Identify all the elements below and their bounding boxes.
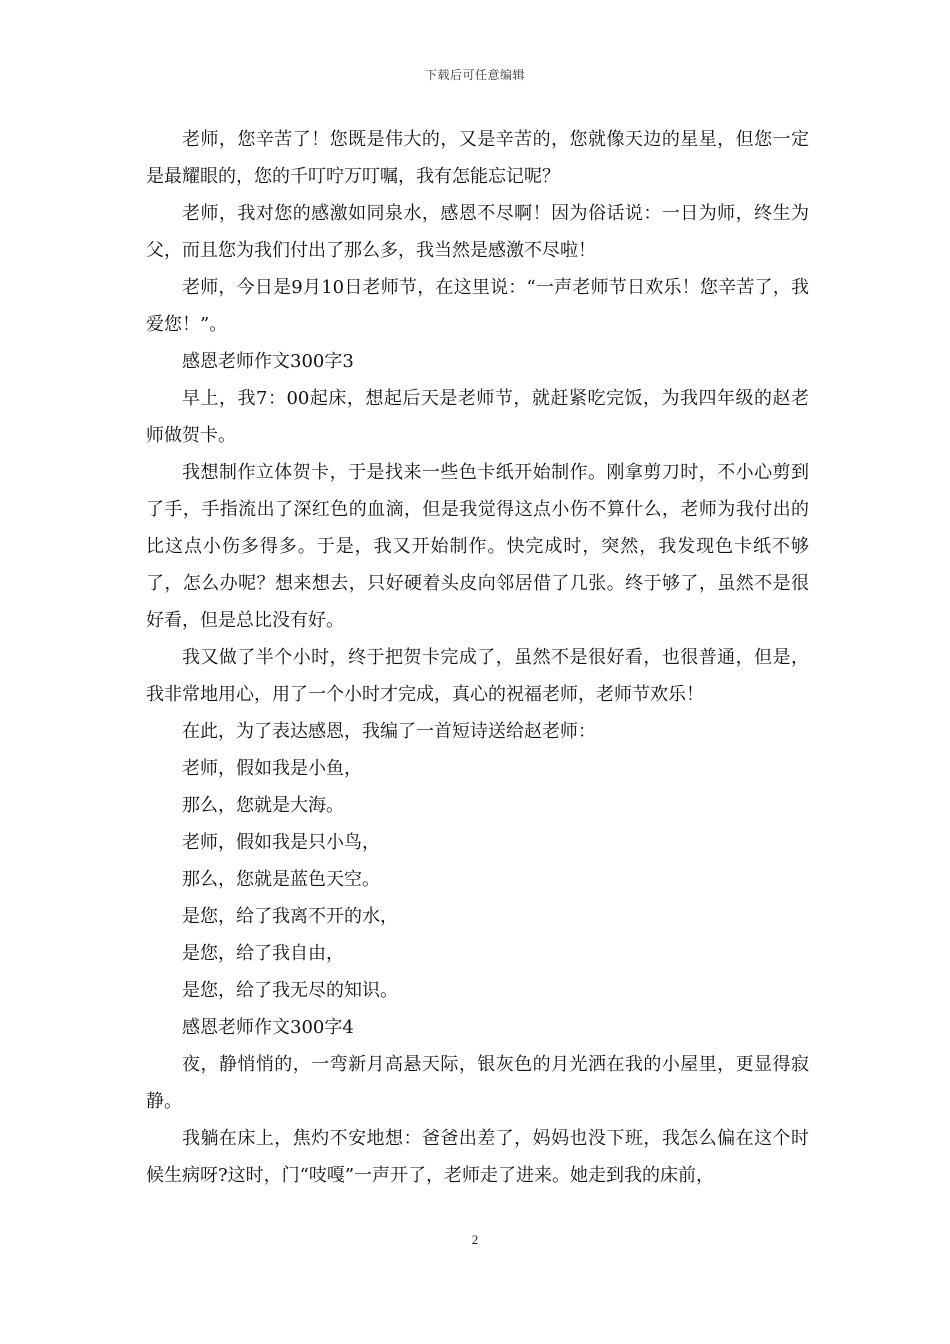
paragraph: 夜，静悄悄的，一弯新月高悬天际，银灰色的月光洒在我的小屋里，更显得寂静。 [146, 1054, 809, 1112]
paragraph: 我躺在床上，焦灼不安地想：爸爸出差了，妈妈也没下班，我怎么偏在这个时候生病呀?这时，门“吱嘎”一声开了，老师走了进来。她走到我的床前， [146, 1128, 809, 1186]
poem-line: 那么，您就是蓝色天空。 [182, 869, 380, 890]
poem-line: 老师，假如我是只小鸟， [182, 832, 380, 853]
section-heading: 感恩老师作文300字4 [182, 1017, 354, 1038]
paragraph: 老师，今日是9月10日老师节，在这里说：“一声老师节日欢乐！您辛苦了，我爱您！”。 [146, 277, 809, 335]
poem-line: 是您，给了我无尽的知识。 [182, 980, 398, 1001]
poem-line: 是您，给了我自由， [182, 943, 344, 964]
poem-line: 老师，假如我是小鱼， [182, 758, 362, 779]
document-body [146, 121, 809, 1194]
page-header: 下载后可任意编辑 [424, 68, 525, 82]
paragraph: 我又做了半个小时，终于把贺卡完成了，虽然不是很好看，也很普通，但是，我非常地用心，用了一个小时才完成，真心的祝福老师，老师节欢乐！ [146, 647, 809, 705]
paragraph: 在此，为了表达感恩，我编了一首短诗送给赵老师： [182, 721, 596, 742]
paragraph: 我想制作立体贺卡，于是找来一些色卡纸开始制作。刚拿剪刀时，不小心剪到了手，手指流出了深红色的血滴，但是我觉得这点小伤不算什么，老师为我付出的比这点小伤多得多。于是，我又开始制作。快完成时，突然，我发现色卡纸不够了，怎么办呢？想来想去，只好硬着头皮向邻居借了几张。终于够了，虽然不是很好看，但是总比没有好。 [146, 462, 809, 631]
poem-line: 是您，给了我离不开的水， [182, 906, 398, 927]
paragraph: 老师，您辛苦了！您既是伟大的，又是辛苦的，您就像天边的星星，但您一定是最耀眼的，您的千叮咛万叮嘱，我有怎能忘记呢？ [146, 129, 809, 187]
section-heading: 感恩老师作文300字3 [182, 351, 354, 372]
paragraph: 老师，我对您的感激如同泉水，感恩不尽啊！因为俗话说：一日为师，终生为父，而且您为我们付出了那么多，我当然是感激不尽啦！ [146, 203, 809, 261]
paragraph: 早上，我7：00起床，想起后天是老师节，就赶紧吃完饭，为我四年级的赵老师做贺卡。 [146, 388, 809, 446]
page-number: 2 [471, 1232, 479, 1247]
poem-line: 那么，您就是大海。 [182, 795, 344, 816]
